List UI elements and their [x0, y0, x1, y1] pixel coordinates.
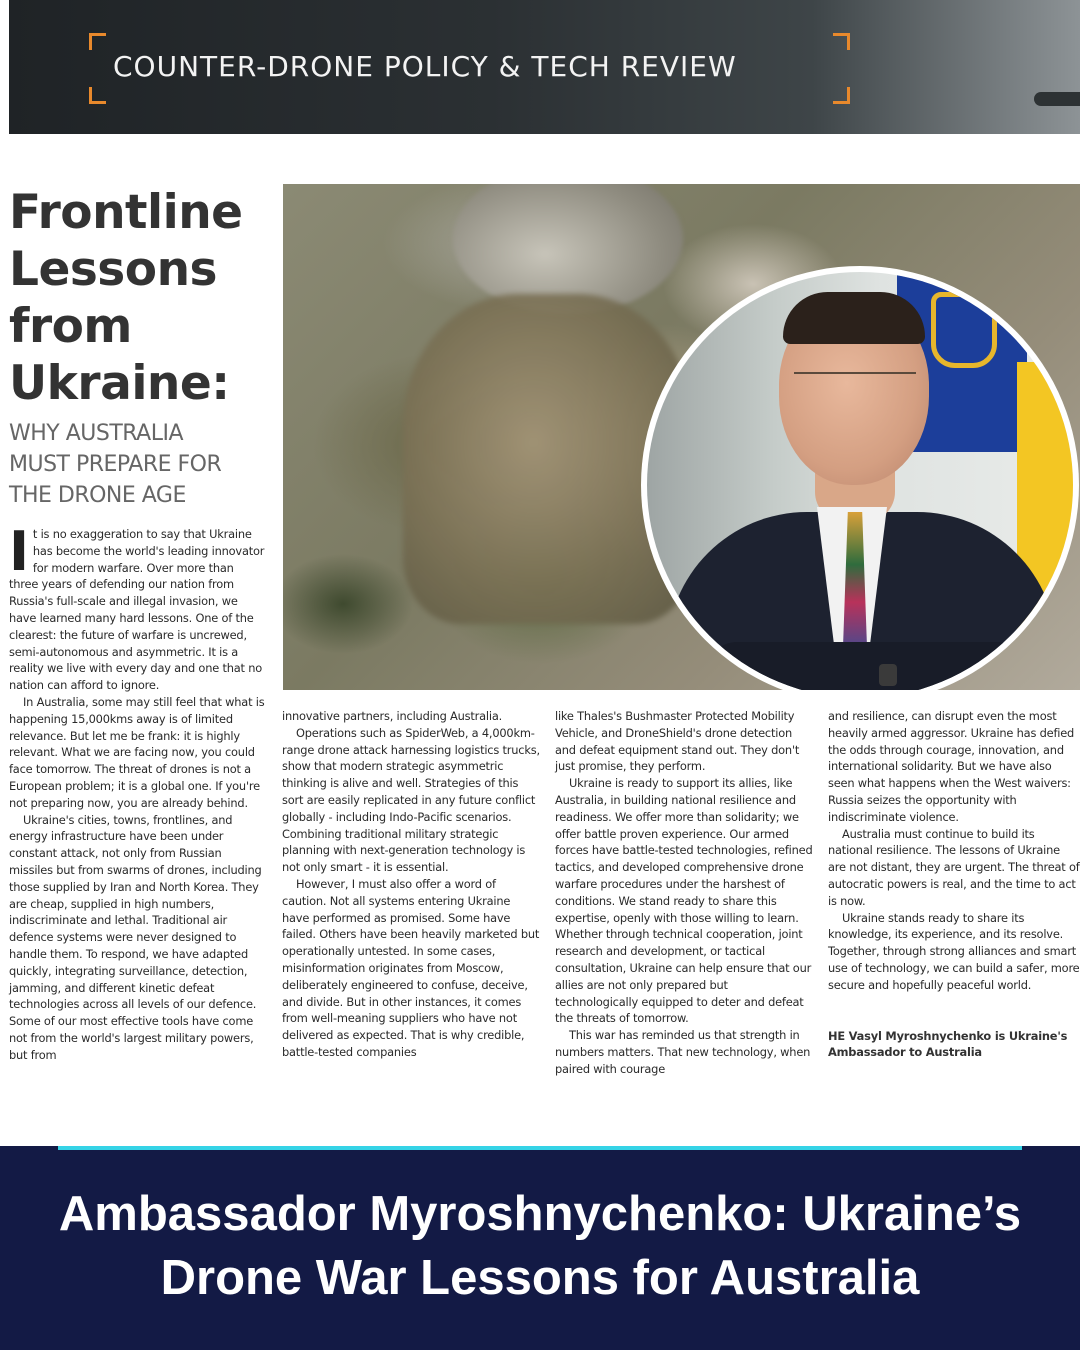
header-banner — [9, 0, 1080, 134]
author-byline: HE Vasyl Myroshnychenko is Ukraine's Ambassador to Australia — [828, 1028, 1068, 1060]
paragraph: This war has reminded us that strength in numbers matters. That new technology, when paired with courage — [555, 1028, 811, 1076]
caption-line: Ambassador Myroshnychenko: Ukraine’s — [58, 1187, 1022, 1241]
paragraph: t is no exaggeration to say that Ukraine has become the world's leading innovator for modern warfare. Over more than three years of defending our nation from Russia's full-scale and illegal invasion, we have learned many hard lessons. One of the clearest: the future of warfare is uncrewed, semi-autonomous and asymmetric. It is a reality we live with every day and one that no nation can afford to ignore. — [9, 527, 265, 693]
hair — [783, 292, 925, 344]
article-headline — [9, 184, 274, 412]
crossed-arms — [707, 642, 1027, 690]
paragraph: innovative partners, including Australia. — [282, 709, 503, 723]
paragraph: However, I must also offer a word of caution. Not all systems entering Ukraine have performed as promised. Some have failed. Others have been heavily marketed but operationally untested. In some cases, misinformation originates from Moscow, deliberately engineered to confuse, deceive, and divide. But in other instances, it comes from well-meaning suppliers who have not delivered as expected. That is why credible, battle-tested companies — [282, 876, 540, 1059]
headline-line: from — [9, 299, 132, 354]
paragraph: Ukraine stands ready to share its knowledge, its experience, and its resolve. Together, through strong alliances and smart use of technology, we can build a safer, more secure and hopefully peaceful world. — [828, 910, 1080, 992]
article-subheadline — [9, 418, 274, 511]
paragraph: Ukraine is ready to support its allies, like Australia, in building national resilience and readiness. We offer more than solidarity; we offer battle proven experience. Our armed forces have battle-tested technologies, refined tactics, and developed comprehensive drone warfare procedures under the harshest of conditions. We stand ready to share this expertise, openly with those willing to learn. Whether through technical cooperation, joint research and development, or tactical consultation, Ukraine can help ensure that our allies are not only prepared but technologically equipped to deter and defeat the threats of tomorrow. — [555, 776, 813, 1026]
paragraph: In Australia, some may still feel that what is happening 15,000kms away is of limited relevance. But let me be frank: it is highly relevant. What we are facing now, you could face tomorrow. The threat of drones is not a European problem; it is a global one. If you're not preparing now, you are already behind. — [9, 694, 265, 810]
paragraph: and resilience, can disrupt even the most heavily armed aggressor. Ukraine has defied the odds through courage, innovation, and international solidarity. But we have also seen what happens when the West waivers: Russia seizes the opportunity with indiscriminate violence. — [828, 709, 1075, 824]
corner-bracket-icon — [833, 87, 850, 104]
subhead-line: MUST PREPARE FOR — [9, 452, 222, 477]
glasses — [794, 372, 916, 396]
corner-bracket-icon — [89, 33, 106, 50]
caption-bar — [0, 1146, 1080, 1350]
drone-silhouette — [1034, 92, 1080, 106]
ambassador-portrait — [647, 272, 1073, 690]
paragraph: like Thales's Bushmaster Protected Mobility Vehicle, and DroneShield's drone detection and defeat equipment stand out. They don't just promise, they perform. — [555, 709, 800, 774]
wristwatch-icon — [879, 664, 897, 686]
paragraph: Ukraine's cities, towns, frontlines, and energy infrastructure have been under constant attack, not only from Russian missiles but from swarms of drones, including those supplied by Iran and North Korea. They are cheap, supplied in high numbers, indiscriminate and lethal. Traditional air defence systems were never designed to handle them. To respond, we have adapted quickly, integrating surveillance, detection, jamming, and different kinetic defeat technologies across all levels of our defence. Some of our most effective tools have come not from the world's largest military powers, but from — [9, 812, 262, 1062]
article-column-3 — [555, 708, 813, 1078]
article-column-2 — [282, 708, 540, 1061]
paragraph: Operations such as SpiderWeb, a 4,000km-range drone attack harnessing logistics trucks, show that modern strategic asymmetric thinking is alive and well. Strategies of this sort are easily replicated in any future conflict globally - including Indo-Pacific scenarios. Combining traditional military strategic planning with next-generation technology is not only smart - it is essential. — [282, 725, 540, 875]
article-column-4 — [828, 708, 1080, 1061]
subhead-line: WHY AUSTRALIA — [9, 421, 184, 446]
caption-title — [0, 1182, 1080, 1310]
trident-emblem-icon — [931, 292, 997, 368]
article-column-1 — [9, 520, 265, 1064]
caption-line: Drone War Lessons for Australia — [160, 1251, 920, 1305]
subhead-line: THE DRONE AGE — [9, 483, 186, 508]
headline-line: Frontline — [9, 185, 243, 240]
corner-bracket-icon — [833, 33, 850, 50]
article-photo — [283, 184, 1080, 690]
paragraph: Australia must continue to build its national resilience. The lessons of Ukraine are not distant, they are urgent. The threat of autocratic powers is real, and the time to act is now. — [828, 826, 1080, 908]
article — [0, 134, 1080, 1146]
caption-divider — [58, 1146, 1022, 1150]
drop-cap: I — [9, 520, 29, 583]
headline-line: Lessons — [9, 242, 217, 297]
corner-bracket-icon — [89, 87, 106, 104]
headline-line: Ukraine: — [9, 356, 230, 411]
ambassador-portrait-frame — [641, 266, 1079, 690]
publication-title: COUNTER-DRONE POLICY & TECH REVIEW — [113, 50, 737, 83]
